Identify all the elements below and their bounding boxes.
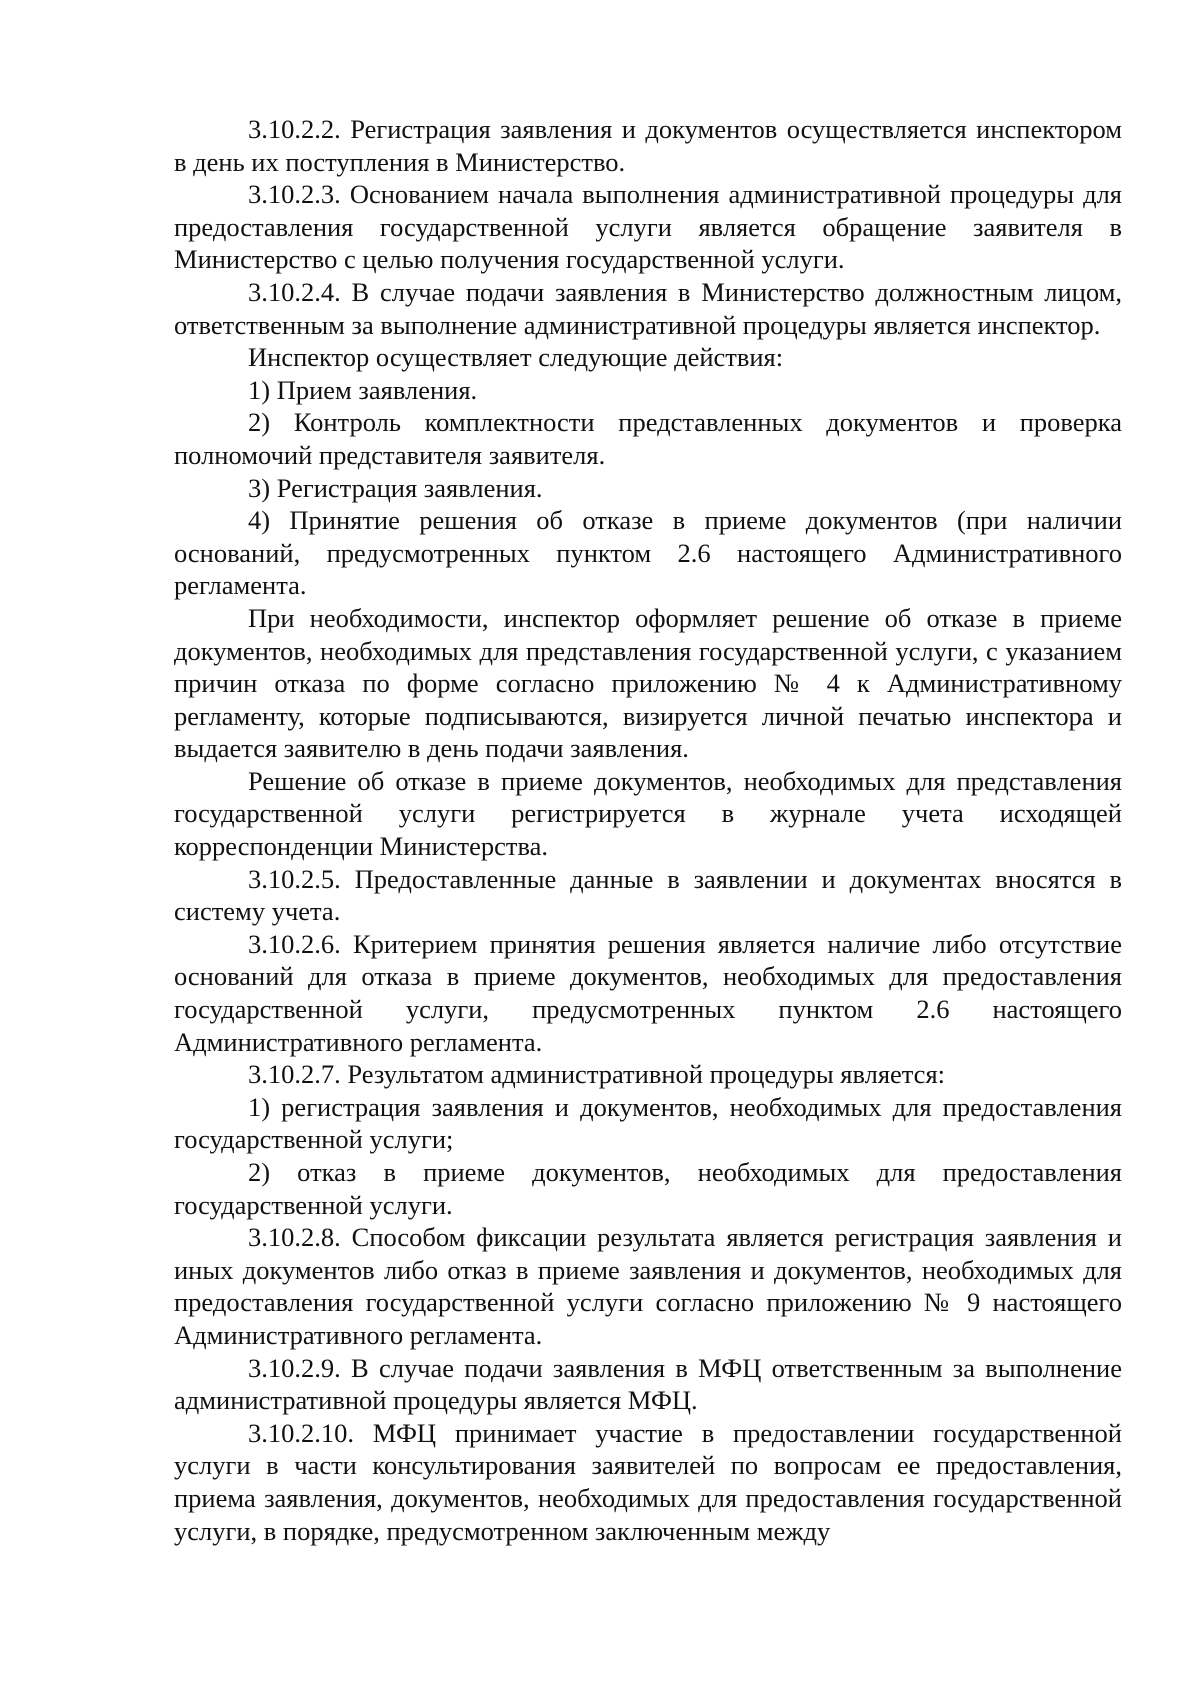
paragraph-3-10-2-2: 3.10.2.2. Регистрация заявления и документов осуществляется инспектором в день их поступления в Министерство. bbox=[174, 114, 1122, 177]
paragraph-refusal-decision: При необходимости, инспектор оформляет решение об отказе в приеме документов, необходимых для представления государственной услуги, с указанием причин отказа по форме согласно приложению № 4 к Административному регламенту, которые подписываются, визируется личной печатью инспектора и выдается заявителю в день подачи заявления. bbox=[174, 602, 1122, 764]
list-item-1: 1) Прием заявления. bbox=[248, 374, 478, 405]
paragraph-3-10-2-5: 3.10.2.5. Предоставленные данные в заявлении и документах вносятся в систему учета. bbox=[174, 863, 1122, 927]
document-page bbox=[174, 113, 1122, 1547]
list-item-3: 3) Регистрация заявления. bbox=[248, 472, 543, 503]
paragraph-inspector-actions-intro: Инспектор осуществляет следующие действия: bbox=[248, 342, 784, 373]
paragraph-3-10-2-7: 3.10.2.7. Результатом административной процедуры является: bbox=[248, 1059, 945, 1090]
list-item-2: 2) Контроль комплектности представленных документов и проверка полномочий представителя заявителя. bbox=[174, 407, 1122, 470]
paragraph-3-10-2-4: 3.10.2.4. В случае подачи заявления в Министерство должностным лицом, ответственным за выполнение административной процедуры является инспектор. bbox=[174, 276, 1122, 340]
paragraph-3-10-2-8: 3.10.2.8. Способом фиксации результата является регистрация заявления и иных документов либо отказ в приеме заявления и документов, необходимых для предоставления государственной услуги согласно приложению № 9 настоящего Административного регламента. bbox=[174, 1222, 1122, 1350]
result-item-1: 1) регистрация заявления и документов, необходимых для предоставления государственной услуги; bbox=[174, 1091, 1122, 1155]
paragraph-3-10-2-9: 3.10.2.9. В случае подачи заявления в МФЦ ответственным за выполнение административной процедуры является МФЦ. bbox=[174, 1352, 1122, 1416]
paragraph-refusal-registration: Решение об отказе в приеме документов, необходимых для представления государственной услуги регистрируется в журнале учета исходящей корреспонденции Министерства. bbox=[174, 765, 1122, 862]
paragraph-3-10-2-3: 3.10.2.3. Основанием начала выполнения административной процедуры для предоставления государственной услуги является обращение заявителя в Министерство с целью получения государственной услуги. bbox=[174, 179, 1122, 275]
paragraph-3-10-2-6: 3.10.2.6. Критерием принятия решения является наличие либо отсутствие оснований для отказа в приеме документов, необходимых для предоставления государственной услуги, предусмотренных пунктом 2.6 настоящего Административного регламента. bbox=[174, 928, 1122, 1057]
paragraph-3-10-2-10: 3.10.2.10. МФЦ принимает участие в предоставлении государственной услуги в части консультирования заявителей по вопросам ее предоставления, приема заявления, документов, необходимых для предоставления государственной услуги, в порядке, предусмотренном заключенным между bbox=[174, 1417, 1122, 1546]
list-item-4: 4) Принятие решения об отказе в приеме документов (при наличии оснований, предусмотренных пунктом 2.6 настоящего Административного регламента. bbox=[174, 505, 1122, 601]
result-item-2: 2) отказ в приеме документов, необходимых для предоставления государственной услуги. bbox=[174, 1157, 1122, 1220]
